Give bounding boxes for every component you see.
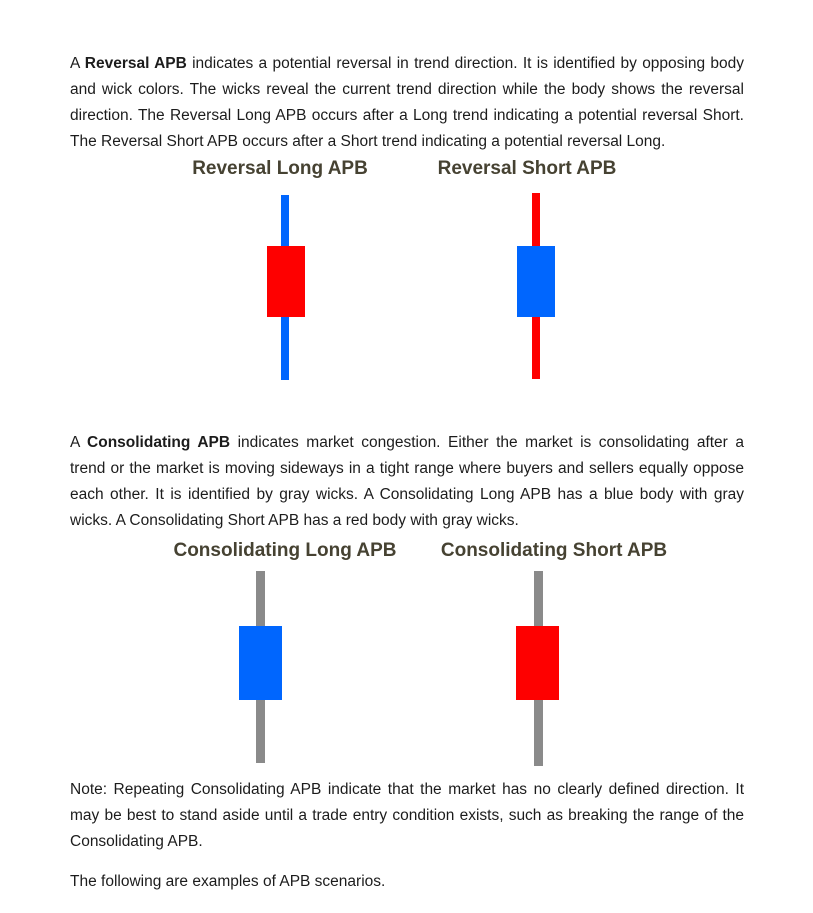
title-reversal-long-apb: Reversal Long APB (192, 158, 368, 179)
title-reversal-short-apb: Reversal Short APB (437, 158, 617, 179)
paragraph-consolidating (70, 430, 744, 534)
paragraph-reversal (70, 51, 744, 155)
consolidating-short-candle-body (516, 626, 559, 700)
paragraph-consolidating-body: indicates market congestion. Either the market is consolidating after a trend or the market is moving sideways in a tight range where buyers and sellers equally oppose each other. It is identified by gray wicks. A Consolidating Long APB has a blue body with gray wicks. A Consolidating Short APB has a red body with gray wicks. (70, 434, 744, 529)
paragraph-reversal-prefix: A (70, 55, 85, 72)
title-consolidating-long-apb: Consolidating Long APB (173, 540, 397, 561)
paragraph-reversal-term: Reversal APB (84, 55, 187, 72)
reversal-long-candle-body (267, 246, 305, 317)
paragraph-reversal-body: indicates a potential reversal in trend direction. It is identified by opposing body and wick colors. The wicks reveal the current trend direction while the body shows the reversal direction. The Reversal Long APB occurs after a Long trend indicating a potential reversal Short. The Reversal Short APB occurs after a Short trend indicating a potential reversal Long. (70, 55, 744, 150)
title-consolidating-short-apb: Consolidating Short APB (440, 540, 668, 561)
consolidating-long-candle-body (239, 626, 282, 700)
paragraph-consolidating-prefix: A (70, 434, 88, 451)
paragraph-note: Note: Repeating Consolidating APB indicate that the market has no clearly defined direction. It may be best to stand aside until a trade entry condition exists, such as breaking the range of the Consolidating APB. (70, 781, 744, 850)
paragraph-consolidating-term: Consolidating APB (87, 434, 231, 451)
closing-line: The following are examples of APB scenarios. (70, 873, 386, 890)
reversal-short-candle-body (517, 246, 555, 317)
